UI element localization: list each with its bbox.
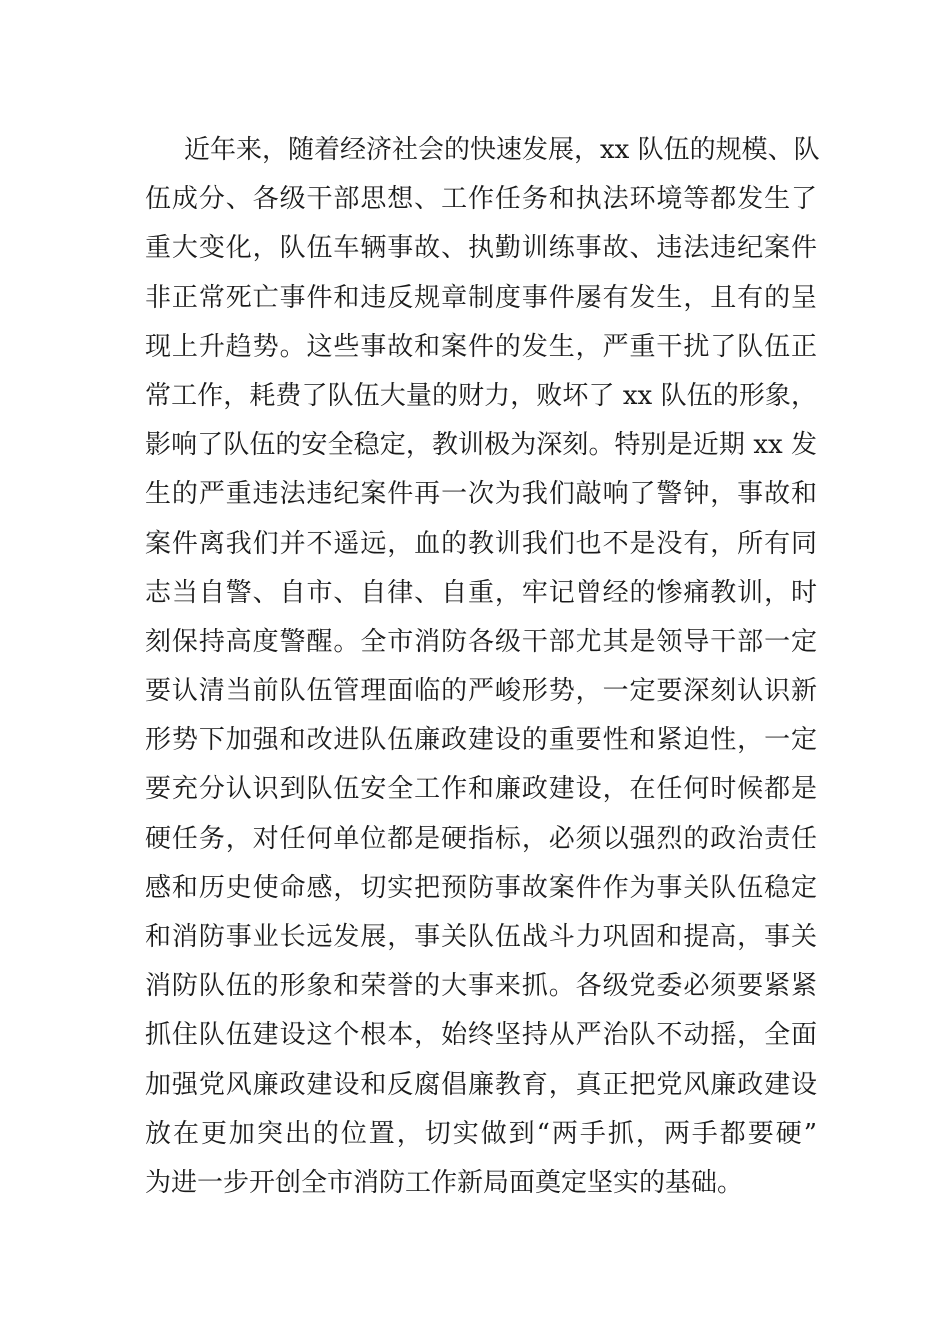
text-line: 近年来，随着经济社会的快速发展，xx 队伍的规模、队	[184, 135, 820, 165]
text-line: 形势下加强和改进队伍廉政建设的重要性和紧迫性，一定	[145, 725, 817, 756]
text-line: 和消防事业长远发展，事关队伍战斗力巩固和提高，事关	[145, 922, 817, 952]
text-line: 消防队伍的形象和荣誉的大事来抓。各级党委必须要紧紧	[145, 971, 817, 1002]
text-line: 常工作，耗费了队伍大量的财力，败坏了 xx 队伍的形象，	[145, 380, 817, 411]
text-line: 影响了队伍的安全稳定，教训极为深刻。特别是近期 xx 发	[145, 430, 817, 461]
text-line: 现上升趋势。这些事故和案件的发生，严重干扰了队伍正	[145, 331, 817, 362]
text-line: 生的严重违法违纪案件再一次为我们敲响了警钟，事故和	[145, 479, 817, 510]
text-line: 感和历史使命感，切实把预防事故案件作为事关队伍稳定	[145, 872, 817, 903]
text-line: 抓住队伍建设这个根本，始终坚持从严治队不动摇，全面	[145, 1020, 817, 1051]
text-line: 加强党风廉政建设和反腐倡廉教育，真正把党风廉政建设	[145, 1069, 817, 1100]
text-line: 要充分认识到队伍安全工作和廉政建设，在任何时候都是	[145, 774, 817, 805]
text-line: 为进一步开创全市消防工作新局面奠定坚实的基础。	[145, 1167, 744, 1198]
text-line: 伍成分、各级干部思想、工作任务和执法环境等都发生了	[145, 184, 817, 215]
body-paragraph	[145, 126, 820, 1208]
text-line: 重大变化，队伍车辆事故、执勤训练事故、违法违纪案件	[145, 233, 817, 264]
text-line: 志当自警、自市、自律、自重，牢记曾经的惨痛教训，时	[145, 577, 817, 608]
text-line: 案件离我们并不遥远，血的教训我们也不是没有，所有同	[145, 528, 817, 559]
text-line: 非正常死亡事件和违反规章制度事件屡有发生，且有的呈	[145, 282, 817, 313]
text-line: 刻保持高度警醒。全市消防各级干部尤其是领导干部一定	[145, 626, 817, 657]
text-line: 硬任务，对任何单位都是硬指标，必须以强烈的政治责任	[145, 823, 817, 854]
text-line: 放在更加突出的位置，切实做到“两手抓，两手都要硬”	[145, 1118, 817, 1149]
text-line: 要认清当前队伍管理面临的严峻形势，一定要深刻认识新	[145, 676, 817, 707]
